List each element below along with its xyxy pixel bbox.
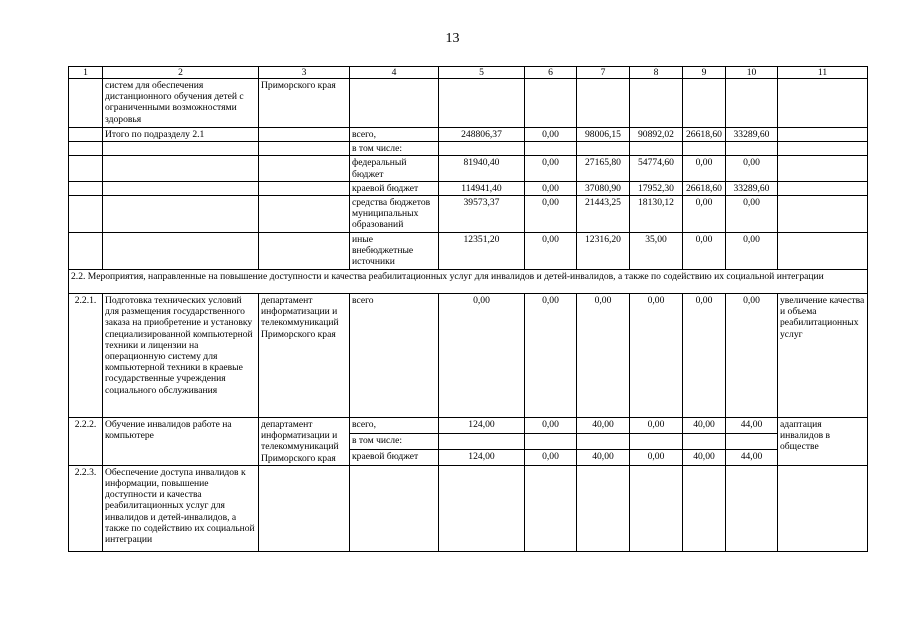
column-number: 9 <box>683 67 726 79</box>
page-number: 13 <box>445 31 460 46</box>
section-heading: 2.2. Мероприятия, направленные на повышение доступности и качества реабилитационных услуг для инвалидов и детей-инвалидов, а также по содействию их социальной интеграции <box>69 270 868 294</box>
amount-cell: 21443,25 <box>577 196 630 233</box>
amount-cell: 40,00 <box>577 449 630 465</box>
amount-cell: 35,00 <box>630 233 683 270</box>
column-number: 2 <box>103 67 259 79</box>
table-row <box>69 79 868 128</box>
amount-cell: 0,00 <box>525 233 577 270</box>
funding-source: иные внебюджетные источники <box>350 233 439 270</box>
amount-cell: 0,00 <box>630 294 683 418</box>
funding-source: краевой бюджет <box>350 181 439 195</box>
amount-cell: 40,00 <box>683 418 726 434</box>
item-number: 2.2.2. <box>69 418 103 466</box>
amount-cell: 37080,90 <box>577 181 630 195</box>
amount-cell: 39573,37 <box>439 196 525 233</box>
amount-cell: 248806,37 <box>439 128 525 142</box>
amount-cell: 0,00 <box>726 294 778 418</box>
amount-cell: 0,00 <box>525 128 577 142</box>
table-row <box>69 181 868 195</box>
amount-cell: 0,00 <box>525 181 577 195</box>
amount-cell: 0,00 <box>630 449 683 465</box>
funding-source: федеральный бюджет <box>350 156 439 181</box>
amount-cell: 18130,12 <box>630 196 683 233</box>
funding-source: в том числе: <box>350 142 439 156</box>
table-row <box>69 156 868 181</box>
table-row <box>69 233 868 270</box>
amount-cell: 81940,40 <box>439 156 525 181</box>
amount-cell: 40,00 <box>683 449 726 465</box>
amount-cell: 54774,60 <box>630 156 683 181</box>
amount-cell: 0,00 <box>726 233 778 270</box>
amount-cell: 12316,20 <box>577 233 630 270</box>
amount-cell: 33289,60 <box>726 128 778 142</box>
amount-cell: 0,00 <box>525 156 577 181</box>
amount-cell: 0,00 <box>683 294 726 418</box>
amount-cell: 40,00 <box>577 418 630 434</box>
column-number: 10 <box>726 67 778 79</box>
column-number: 11 <box>778 67 868 79</box>
executor-cell: департамент информатизации и телекоммуникаций Приморского края <box>259 418 350 466</box>
amount-cell: 0,00 <box>525 294 577 418</box>
column-number-row <box>69 67 868 79</box>
column-number: 4 <box>350 67 439 79</box>
item-number: 2.2.1. <box>69 294 103 418</box>
funding-source: краевой бюджет <box>350 449 439 465</box>
table-row <box>69 196 868 233</box>
amount-cell: 0,00 <box>577 294 630 418</box>
amount-cell: 44,00 <box>726 449 778 465</box>
amount-cell: 114941,40 <box>439 181 525 195</box>
amount-cell: 0,00 <box>726 196 778 233</box>
result-cell: увеличение качества и объема реабилитационных услуг <box>778 294 868 418</box>
amount-cell: 0,00 <box>525 196 577 233</box>
result-cell: адаптация инвалидов в обществе <box>778 418 868 466</box>
funding-source: всего, <box>350 128 439 142</box>
amount-cell: 0,00 <box>525 449 577 465</box>
amount-cell: 0,00 <box>726 156 778 181</box>
column-number: 1 <box>69 67 103 79</box>
amount-cell: 0,00 <box>525 418 577 434</box>
amount-cell: 90892,02 <box>630 128 683 142</box>
amount-cell: 27165,80 <box>577 156 630 181</box>
amount-cell: 26618,60 <box>683 128 726 142</box>
amount-cell: 0,00 <box>630 418 683 434</box>
executor-cell: Приморского края <box>259 79 350 128</box>
amount-cell: 98006,15 <box>577 128 630 142</box>
section-heading-row <box>69 270 868 294</box>
amount-cell: 17952,30 <box>630 181 683 195</box>
amount-cell: 0,00 <box>683 233 726 270</box>
amount-cell: 26618,60 <box>683 181 726 195</box>
column-number: 5 <box>439 67 525 79</box>
column-number: 7 <box>577 67 630 79</box>
activity-cell: Обучение инвалидов работе на компьютере <box>103 418 259 466</box>
column-number: 8 <box>630 67 683 79</box>
table-row <box>69 294 868 418</box>
funding-source: всего <box>350 294 439 418</box>
amount-cell: 12351,20 <box>439 233 525 270</box>
activity-cell: Подготовка технических условий для размещения государственного заказа на приобретение и установку специализированной компьютерной техники и лицензии на операционную систему для компьютерной техники в краевые государственные учреждения социального обслуживания <box>103 294 259 418</box>
executor-cell: департамент информатизации и телекоммуникаций Приморского края <box>259 294 350 418</box>
table-row <box>69 128 868 142</box>
subtotal-label: Итого по подразделу 2.1 <box>103 128 259 142</box>
funding-source: всего, <box>350 418 439 434</box>
item-number: 2.2.3. <box>69 465 103 551</box>
column-number: 3 <box>259 67 350 79</box>
amount-cell: 0,00 <box>439 294 525 418</box>
amount-cell: 0,00 <box>683 156 726 181</box>
column-number: 6 <box>525 67 577 79</box>
funding-source: средства бюджетов муниципальных образований <box>350 196 439 233</box>
program-table <box>68 66 868 552</box>
activity-cell: систем для обеспечения дистанционного обучения детей с ограниченными возможностями здоровья <box>103 79 259 128</box>
funding-source: в том числе: <box>350 433 439 449</box>
table-row <box>69 142 868 156</box>
activity-cell: Обеспечение доступа инвалидов к информации, повышение доступности и качества реабилитационных услуг для инвалидов и детей-инвалидов, а также по содействию их социальной интеграции <box>103 465 259 551</box>
amount-cell: 44,00 <box>726 418 778 434</box>
amount-cell: 124,00 <box>439 449 525 465</box>
amount-cell: 33289,60 <box>726 181 778 195</box>
amount-cell: 0,00 <box>683 196 726 233</box>
table-row <box>69 418 868 434</box>
amount-cell: 124,00 <box>439 418 525 434</box>
table-row <box>69 465 868 551</box>
